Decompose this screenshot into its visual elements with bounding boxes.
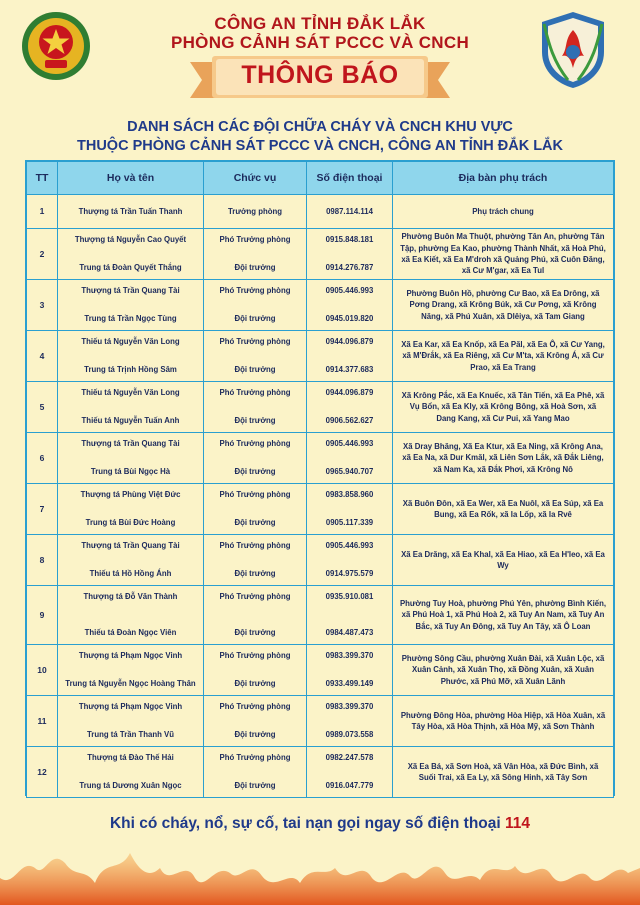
phone-number-list: [307, 586, 392, 644]
phone-number: 0905.117.339: [325, 518, 374, 528]
officer-role: Đội trưởng: [234, 467, 276, 477]
officer-name-list: [58, 229, 203, 279]
officer-name: Thượng tá Phạm Ngọc Vinh: [78, 651, 183, 660]
officer-name: Trung tá Bùi Ngọc Hà: [90, 467, 171, 477]
notice-banner: [190, 52, 450, 104]
row-number: 2: [27, 229, 58, 280]
officer-name-cell: [58, 484, 204, 535]
officer-name: Trung tá Trịnh Hồng Sâm: [84, 365, 177, 375]
officer-name-list: [58, 696, 203, 746]
officer-role-list: [204, 433, 306, 483]
area-cell: Xã Ea Bá, xã Sơn Hoà, xã Vân Hòa, xã Đức Bình, xã Suối Trai, xã Ea Ly, xã Sông Hinh, xã Tây Sơn: [393, 747, 614, 798]
officer-role-list: [204, 229, 306, 279]
officer-role: Phó Trưởng phòng: [219, 337, 291, 346]
page-header: [0, 0, 640, 112]
area-cell: Xã Krông Pắc, xã Ea Knuếc, xã Tân Tiến, xã Ea Phê, xã Vụ Bổn, xã Ea Kly, xã Krông Bông, xã Hoà Sơn, xã Dang Kang, xã Cư Pui, xã Yang Mao: [393, 382, 614, 433]
area-cell: Phụ trách chung: [393, 195, 614, 229]
officer-role-list: [204, 484, 306, 534]
officer-name-cell: [58, 535, 204, 586]
officer-name: Thượng tá Phạm Ngọc Vinh: [78, 702, 183, 711]
phone-number: 0984.487.473: [325, 628, 374, 638]
header-phone: Số điện thoại: [307, 162, 393, 195]
officer-role: Trưởng phòng: [227, 206, 283, 216]
phone-number: 0935.910.081: [325, 592, 374, 601]
area-cell: Xã Ea Drăng, xã Ea Khal, xã Ea Hiao, xã Ea H'leo, xã Ea Wy: [393, 535, 614, 586]
phone-number-cell: [307, 433, 393, 484]
table-row: [27, 382, 614, 433]
officer-role: Phó Trưởng phòng: [219, 439, 291, 448]
row-number: 9: [27, 586, 58, 645]
area-cell: Phường Buôn Ma Thuột, phường Tân An, phường Tân Tập, phường Ea Kao, phường Thành Nhất, xã Hoà Phú, xã Ea Kiết, xã Ea M'droh xã Quảng Phú, xã Cuôn Đăng, xã Cư M'gar, xã Ea Tul: [393, 229, 614, 280]
officer-role-cell: [204, 382, 307, 433]
officer-role-cell: [204, 535, 307, 586]
officer-name-list: [58, 484, 203, 534]
officer-role-list: [204, 586, 306, 644]
officer-role: Đội trưởng: [234, 263, 276, 273]
officer-name: Thiếu tá Nguyễn Tuấn Anh: [81, 416, 180, 426]
phone-number: 0933.499.149: [325, 679, 374, 689]
row-number: 11: [27, 696, 58, 747]
officer-role-cell: [204, 696, 307, 747]
phone-number: 0945.019.820: [325, 314, 374, 324]
officer-name-cell: [58, 195, 204, 229]
officer-role: Phó Trưởng phòng: [219, 286, 291, 295]
phone-number: 0914.377.683: [325, 365, 374, 375]
officer-role-list: [204, 195, 306, 228]
officer-role-list: [204, 747, 306, 797]
officer-name: Thượng tá Đào Thế Hải: [87, 753, 174, 762]
officer-name: Trung tá Trần Thanh Vũ: [86, 730, 175, 740]
phone-number-cell: [307, 696, 393, 747]
notice-title: THÔNG BÁO: [241, 61, 399, 89]
officer-name: Thiếu tá Hồ Hồng Ánh: [89, 569, 172, 579]
phone-number: 0915.848.181: [325, 235, 374, 244]
phone-number-list: [307, 195, 392, 228]
phone-number: 0987.114.114: [326, 206, 373, 216]
phone-number: 0905.446.993: [325, 439, 374, 448]
area-cell: Xã Dray Bhăng, Xã Ea Ktur, xã Ea Ning, xã Krông Ana, xã Ea Na, xã Dur Kmăl, xã Liên Sơn Lắk, xã Đắk Liêng, xã Nam Ka, xã Đắk Phơi, xã Krông Nô: [393, 433, 614, 484]
officer-role: Phó Trưởng phòng: [219, 702, 291, 711]
officer-name: Thượng tá Nguyễn Cao Quyết: [74, 235, 187, 244]
officer-role: Phó Trưởng phòng: [219, 592, 291, 601]
phone-number-cell: [307, 645, 393, 696]
officer-name-list: [58, 280, 203, 330]
table-row: [27, 229, 614, 280]
phone-number-cell: [307, 195, 393, 229]
officer-name: Thiếu tá Nguyễn Văn Long: [81, 388, 180, 397]
officer-role: Đội trưởng: [234, 628, 276, 638]
officer-role: Đội trưởng: [234, 730, 276, 740]
officer-name-cell: [58, 696, 204, 747]
area-cell: Xã Buôn Đôn, xã Ea Wer, xã Ea Nuôl, xã Ea Súp, xã Ea Bung, xã Ea Rốk, xã Ia Lốp, xã Ia Rvê: [393, 484, 614, 535]
row-number: 6: [27, 433, 58, 484]
officer-role-cell: [204, 645, 307, 696]
phone-number-list: [307, 484, 392, 534]
officer-name: Thượng tá Trần Quang Tài: [81, 439, 180, 448]
officer-name: Trung tá Trần Ngọc Tùng: [84, 314, 177, 324]
officer-name-list: [58, 331, 203, 381]
table-row: [27, 280, 614, 331]
row-number: 10: [27, 645, 58, 696]
officer-role: Phó Trưởng phòng: [219, 753, 291, 762]
officer-role: Đội trưởng: [234, 314, 276, 324]
phone-number: 0906.562.627: [325, 416, 374, 426]
officer-role: Phó Trưởng phòng: [219, 651, 291, 660]
phone-number-list: [307, 382, 392, 432]
officer-name-list: [58, 645, 203, 695]
phone-number-cell: [307, 229, 393, 280]
area-cell: Phường Buôn Hồ, phường Cư Bao, xã Ea Drông, xã Pơng Drang, xã Krông Búk, xã Cư Pơng, xã Krông Năng, xã Phú Xuân, xã Dlêiya, xã Tam Giang: [393, 280, 614, 331]
phone-number-list: [307, 280, 392, 330]
officer-role: Đội trưởng: [234, 518, 276, 528]
officer-name: Trung tá Dương Xuân Ngọc: [79, 781, 182, 791]
phone-number: 0989.073.558: [325, 730, 374, 740]
officer-role-list: [204, 331, 306, 381]
emergency-footer: [0, 815, 640, 833]
table-row: [27, 645, 614, 696]
phone-number-cell: [307, 747, 393, 798]
phone-number-cell: [307, 382, 393, 433]
officer-name-list: [58, 535, 203, 585]
area-cell: Xã Ea Kar, xã Ea Knốp, xã Ea Păl, xã Ea Ô, xã Cư Yang, xã M'Đrắk, xã Ea Riêng, xã Cư M'ta, xã Krông Á, xã Cư Prao, xã Ea Trang: [393, 331, 614, 382]
phone-number-list: [307, 433, 392, 483]
phone-number: 0983.399.370: [325, 702, 374, 711]
org-name-line1: CÔNG AN TỈNH ĐẮK LẮK: [214, 14, 426, 33]
officer-role-list: [204, 696, 306, 746]
officer-name: Thiếu tá Đoàn Ngọc Viên: [84, 628, 177, 638]
phone-number-cell: [307, 280, 393, 331]
officer-name-list: [58, 747, 203, 797]
officer-name: Trung tá Nguyễn Ngọc Hoàng Thân: [65, 679, 196, 689]
officer-name-cell: [58, 382, 204, 433]
phone-number-list: [307, 747, 392, 797]
officer-name: Thượng tá Trần Quang Tài: [81, 286, 180, 295]
officer-role-list: [204, 645, 306, 695]
officer-name: Thượng tá Trần Quang Tài: [81, 541, 180, 550]
officer-name: Trung tá Đoàn Quyết Thắng: [79, 263, 182, 273]
officer-name: Thiếu tá Nguyễn Văn Long: [81, 337, 180, 346]
table-row: [27, 696, 614, 747]
phone-number-cell: [307, 484, 393, 535]
officer-name-list: [58, 382, 203, 432]
officer-role: Phó Trưởng phòng: [219, 490, 291, 499]
officer-role: Phó Trưởng phòng: [219, 541, 291, 550]
officer-role-cell: [204, 433, 307, 484]
officer-name-cell: [58, 433, 204, 484]
officer-name-list: [58, 433, 203, 483]
phone-number-list: [307, 331, 392, 381]
subtitle-line1: DANH SÁCH CÁC ĐỘI CHỮA CHÁY VÀ CNCH KHU VỰC: [127, 119, 513, 135]
phone-number: 0905.446.993: [325, 286, 374, 295]
phone-number: 0965.940.707: [325, 467, 374, 477]
officer-role-list: [204, 535, 306, 585]
officer-name: Thượng tá Trần Tuấn Thanh: [78, 206, 183, 216]
phone-number: 0944.096.879: [325, 388, 374, 397]
officer-name-cell: [58, 586, 204, 645]
row-number: 12: [27, 747, 58, 798]
officer-name: Thượng tá Đỗ Văn Thành: [83, 592, 178, 601]
officer-role: Phó Trưởng phòng: [219, 235, 291, 244]
table-row: [27, 586, 614, 645]
phone-number: 0916.047.779: [325, 781, 374, 791]
officer-name-cell: [58, 747, 204, 798]
officer-name: Thượng tá Phùng Việt Đức: [80, 490, 181, 499]
table-body: [27, 195, 614, 798]
officer-role-list: [204, 382, 306, 432]
officer-name-cell: [58, 280, 204, 331]
phone-number: 0983.399.370: [325, 651, 374, 660]
officer-name-cell: [58, 331, 204, 382]
officer-role-cell: [204, 747, 307, 798]
officer-name-list: [58, 586, 203, 644]
officer-name-list: [58, 195, 203, 228]
org-name-line2: PHÒNG CẢNH SÁT PCCC VÀ CNCH: [170, 33, 470, 52]
phone-number: 0905.446.993: [325, 541, 374, 550]
table-row: [27, 484, 614, 535]
subtitle-line2: THUỘC PHÒNG CẢNH SÁT PCCC VÀ CNCH, CÔNG AN TỈNH ĐẮK LẮK: [76, 138, 563, 154]
header-tt: TT: [27, 162, 58, 195]
officer-role-cell: [204, 331, 307, 382]
phone-number-cell: [307, 586, 393, 645]
officer-role: Đội trưởng: [234, 781, 276, 791]
row-number: 8: [27, 535, 58, 586]
phone-number: 0914.276.787: [325, 263, 374, 273]
fire-police-shield-icon: [538, 10, 608, 90]
hotline-number: 114: [505, 815, 531, 832]
phone-number: 0914.975.579: [325, 569, 374, 579]
officer-name-cell: [58, 645, 204, 696]
officer-role: Đội trưởng: [234, 679, 276, 689]
header-role: Chức vụ: [204, 162, 307, 195]
phone-number-cell: [307, 331, 393, 382]
phone-number: 0982.247.578: [325, 753, 374, 762]
table-row: [27, 331, 614, 382]
row-number: 4: [27, 331, 58, 382]
phone-number-list: [307, 535, 392, 585]
officer-role-list: [204, 280, 306, 330]
officer-role: Phó Trưởng phòng: [219, 388, 291, 397]
table-row: [27, 195, 614, 229]
officer-name-cell: [58, 229, 204, 280]
officer-role-cell: [204, 280, 307, 331]
table-row: [27, 433, 614, 484]
row-number: 7: [27, 484, 58, 535]
officer-role: Đội trưởng: [234, 416, 276, 426]
units-table: [25, 160, 615, 796]
officer-role-cell: [204, 195, 307, 229]
table-row: [27, 535, 614, 586]
table-row: [27, 747, 614, 798]
phone-number-cell: [307, 535, 393, 586]
area-cell: Phường Đông Hòa, phường Hòa Hiệp, xã Hòa Xuân, xã Tây Hòa, xã Hòa Thịnh, xã Hòa Mỹ, xã Sơn Thành: [393, 696, 614, 747]
header-name: Họ và tên: [58, 162, 204, 195]
row-number: 3: [27, 280, 58, 331]
phone-number: 0983.858.960: [325, 490, 374, 499]
officer-role-cell: [204, 586, 307, 645]
area-cell: Phường Sông Cầu, phường Xuân Đài, xã Xuân Lộc, xã Xuân Cảnh, xã Xuân Thọ, xã Đồng Xuân, xã Xuân Phước, xã Phú Mỡ, xã Xuân Lãnh: [393, 645, 614, 696]
row-number: 5: [27, 382, 58, 433]
table-header-row: [27, 162, 614, 195]
phone-number-list: [307, 645, 392, 695]
area-cell: Phường Tuy Hoà, phường Phú Yên, phường Bình Kiến, xã Phú Hoà 1, xã Phú Hoà 2, xã Tuy An Nam, xã Tuy An Bắc, xã Tuy An Đông, xã Tuy An Tây, xã Ô Loan: [393, 586, 614, 645]
header-area: Địa bàn phụ trách: [393, 162, 614, 195]
officer-name: Trung tá Bùi Đức Hoàng: [85, 518, 176, 528]
footer-text: Khi có cháy, nổ, sự cố, tai nạn gọi ngay số điện thoại: [109, 815, 501, 832]
phone-number: 0944.096.879: [325, 337, 374, 346]
officer-role: Đội trưởng: [234, 365, 276, 375]
officer-role: Đội trưởng: [234, 569, 276, 579]
flames-decoration: [0, 838, 640, 905]
phone-number-list: [307, 696, 392, 746]
phone-number-list: [307, 229, 392, 279]
officer-role-cell: [204, 484, 307, 535]
row-number: 1: [27, 195, 58, 229]
officer-role-cell: [204, 229, 307, 280]
